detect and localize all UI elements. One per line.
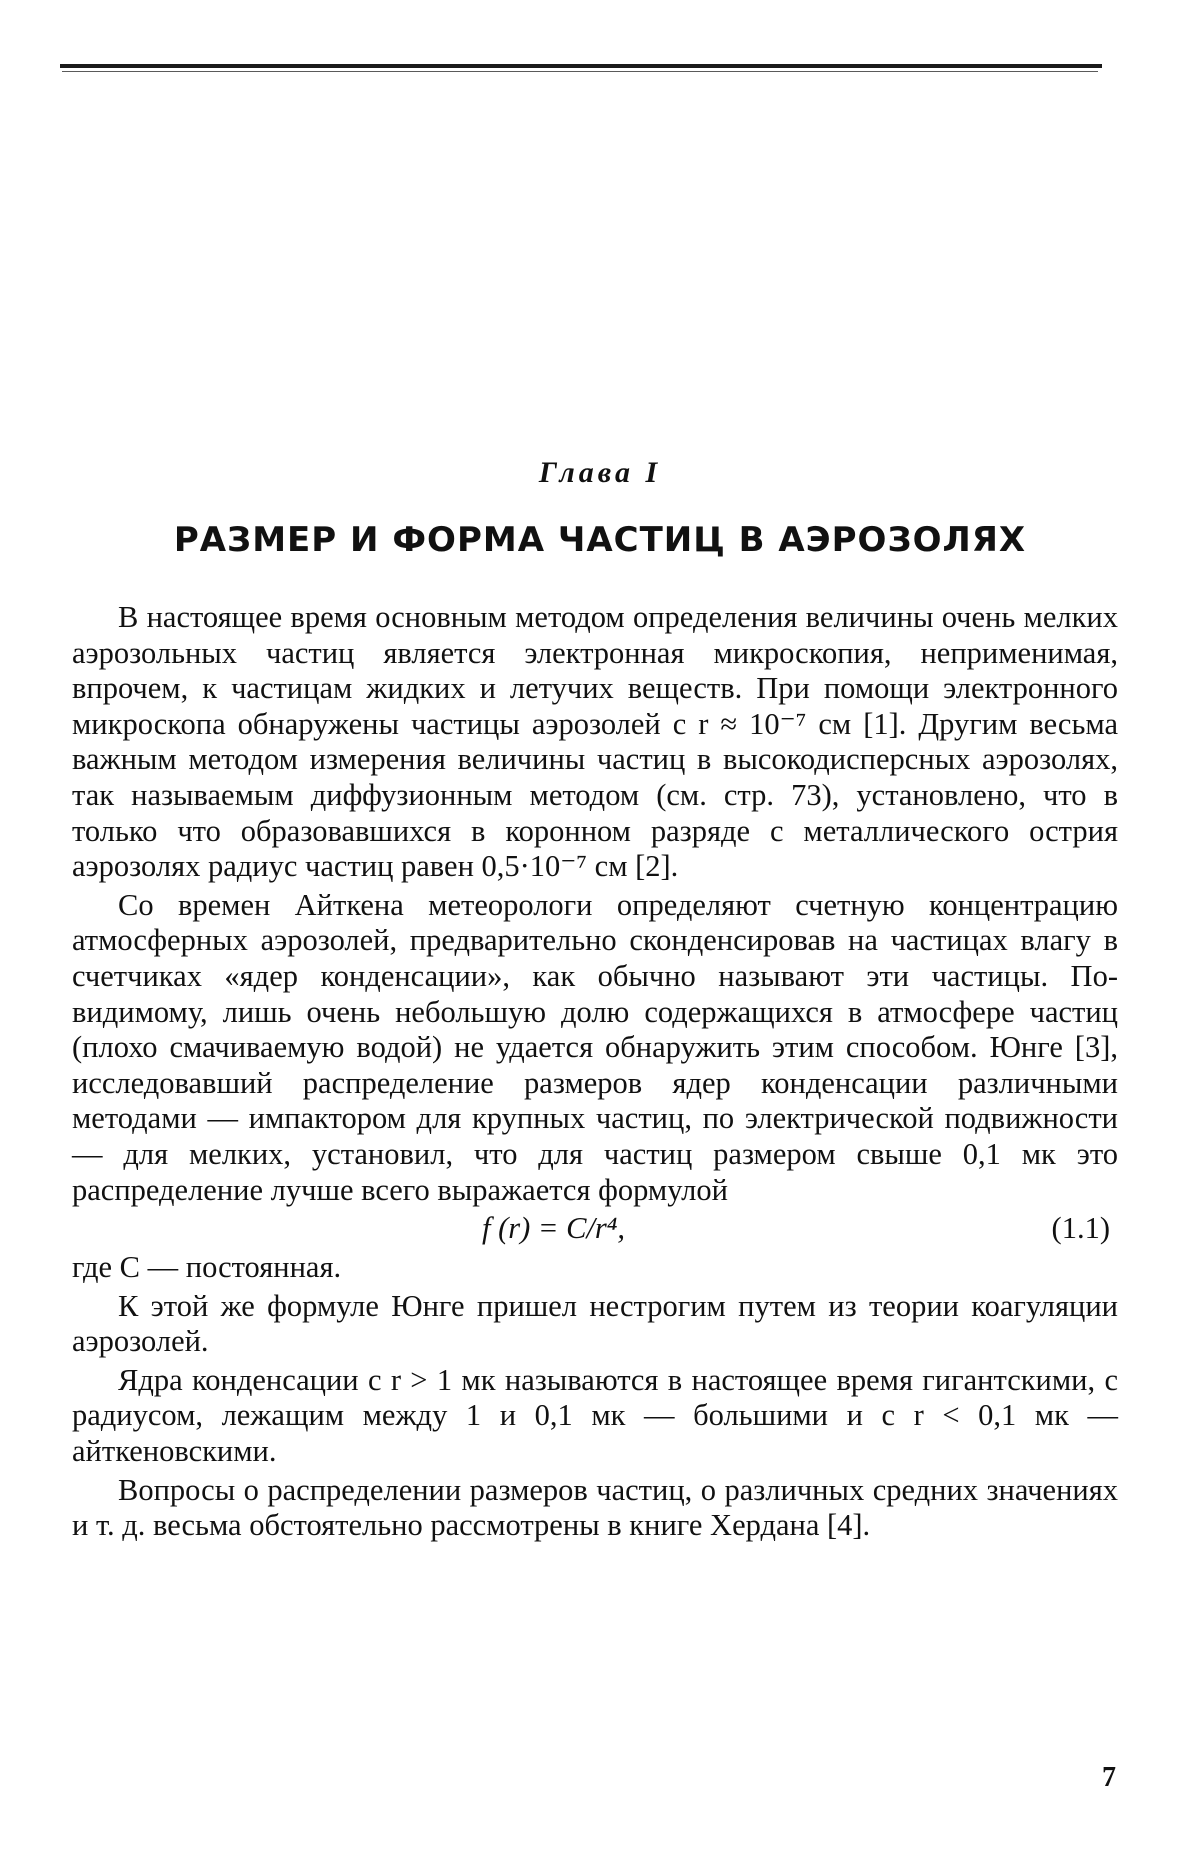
body-text (72, 600, 1118, 1547)
formula-explanation: где C — постоянная. (72, 1250, 342, 1285)
paragraph-3: К этой же формуле Юнге пришел нестрогим путем из теории коагуляции аэрозолей. (72, 1288, 1118, 1359)
paragraph-2: Со времен Айткена метеорологи определяют счетную концентрацию атмосферных аэрозолей, предварительно сконденсировав на частицах влагу в счетчиках «ядер конденсации», как обычно называют эти частицы. По-видимому, лишь очень небольшую долю содержащихся в атмосфере частиц (плохо смачиваемую водой) не удается обнаружить этим способом. Юнге [3], исследовавший распределение размеров ядер конденсации различными методами — импактором для крупных частиц, по электрической подвижности — для мелких, установил, что для частиц размером свыше 0,1 мк это распределение лучше всего выражается формулой (72, 887, 1118, 1207)
top-rule (60, 64, 1102, 68)
paragraph-4: Ядра конденсации с r > 1 мк называются в настоящее время гигантскими, с радиусом, лежащим между 1 и 0,1 мк — большими и с r < 0,1 мк — айткеновскими. (72, 1362, 1118, 1469)
page-number: 7 (1102, 1762, 1116, 1793)
formula-line (72, 1211, 1118, 1247)
top-rule-thin (62, 71, 1098, 72)
formula: f (r) = C/r⁴, (482, 1211, 626, 1246)
paragraph-1: В настоящее время основным методом определения величины очень мелких аэрозольных частиц является электронная микроскопия, неприменимая, впрочем, к частицам жидких и летучих веществ. При помощи электронного микроскопа обнаружены частицы аэрозолей с r ≈ 10⁻⁷ см [1]. Другим весьма важным методом измерения величины частиц в высокодисперсных аэрозолях, так называемым диффузионным методом (см. стр. 73), установлено, что в только что образовавшихся в коронном разряде с металлического острия аэрозолях радиус частиц равен 0,5·10⁻⁷ см [2]. (72, 600, 1118, 884)
chapter-label: Глава I (538, 456, 662, 489)
paragraph-5: Вопросы о распределении размеров частиц, о различных средних значениях и т. д. весьма обстоятельно рассмотрены в книге Хердана [4]. (72, 1472, 1118, 1543)
chapter-title: РАЗМЕР И ФОРМА ЧАСТИЦ В АЭРОЗОЛЯХ (173, 520, 1027, 560)
formula-number: (1.1) (1051, 1211, 1110, 1246)
